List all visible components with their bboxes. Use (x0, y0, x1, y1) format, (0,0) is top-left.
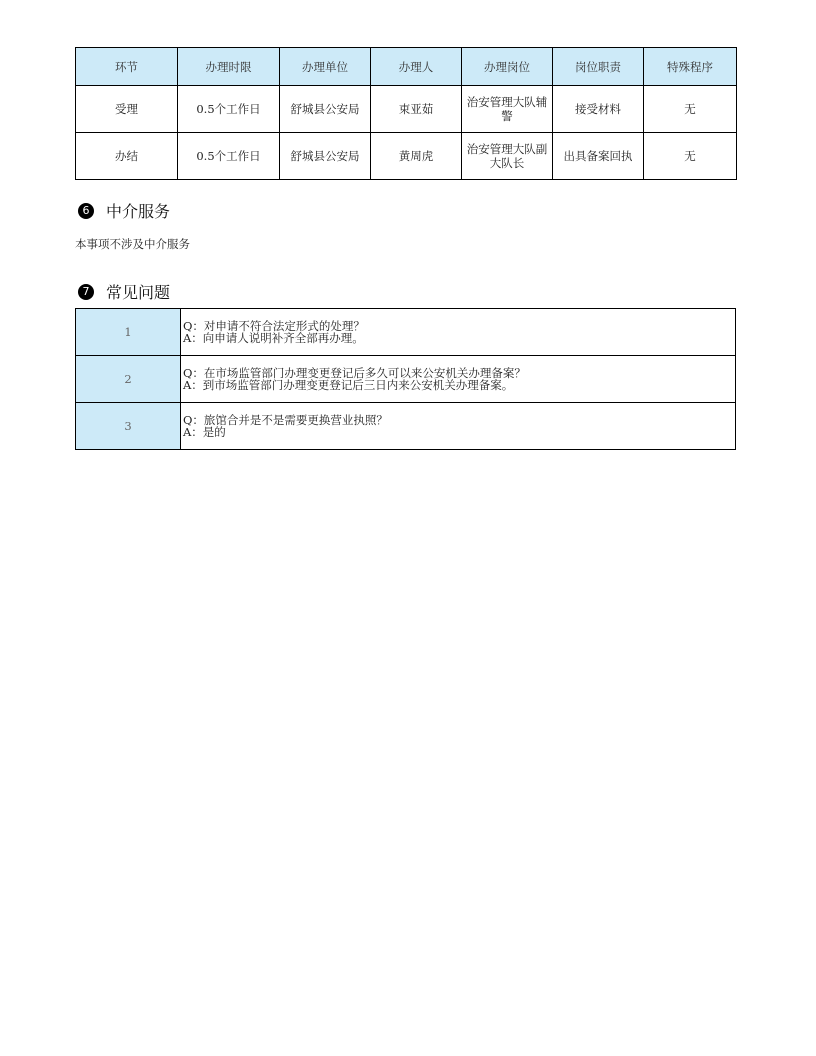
faq-answer: A：是的 (183, 425, 226, 439)
faq-question: Q：旅馆合并是不是需要更换营业执照？ (183, 413, 388, 427)
process-table (75, 47, 737, 180)
header-cell-post: 办理岗位 (462, 48, 553, 86)
faq-row (76, 403, 736, 450)
faq-table (75, 308, 736, 450)
table-cell: 舒城县公安局 (280, 86, 371, 133)
faq-row (76, 356, 736, 403)
faq-question: Q：对申请不符合法定形式的处理？ (183, 319, 365, 333)
table-cell: 舒城县公安局 (280, 133, 371, 180)
faq-index: 3 (76, 403, 181, 450)
table-cell: 无 (644, 86, 737, 133)
table-cell: 治安管理大队副大队长 (462, 133, 553, 180)
header-cell-stage: 环节 (76, 48, 178, 86)
faq-question: Q：在市场监管部门办理变更登记后多久可以来公安机关办理备案？ (183, 366, 526, 380)
table-cell: 束亚茹 (371, 86, 462, 133)
faq-content (181, 403, 736, 450)
faq-content (181, 356, 736, 403)
process-table-header-row (76, 48, 737, 86)
header-cell-time-limit: 办理时限 (178, 48, 280, 86)
section-number-badge: 7 (78, 284, 94, 300)
faq-index: 1 (76, 309, 181, 356)
faq-content (181, 309, 736, 356)
header-cell-duty: 岗位职责 (553, 48, 644, 86)
section-title: 常见问题 (106, 283, 171, 302)
table-cell: 接受材料 (553, 86, 644, 133)
section-heading-faq (78, 280, 170, 303)
table-row (76, 133, 737, 180)
table-cell: 0.5个工作日 (178, 86, 280, 133)
table-cell: 治安管理大队辅警 (462, 86, 553, 133)
header-cell-special: 特殊程序 (644, 48, 737, 86)
faq-row (76, 309, 736, 356)
header-cell-handler: 办理人 (371, 48, 462, 86)
table-cell: 出具备案回执 (553, 133, 644, 180)
table-cell: 受理 (76, 86, 178, 133)
header-cell-unit: 办理单位 (280, 48, 371, 86)
table-row (76, 86, 737, 133)
faq-index: 2 (76, 356, 181, 403)
table-cell: 0.5个工作日 (178, 133, 280, 180)
section-title: 中介服务 (106, 202, 171, 221)
section-number-badge: 6 (78, 203, 94, 219)
faq-answer: A：向申请人说明补齐全部再办理。 (183, 331, 364, 345)
table-cell: 黄周虎 (371, 133, 462, 180)
section-heading-intermediary (78, 199, 170, 222)
table-cell: 办结 (76, 133, 178, 180)
table-cell: 无 (644, 133, 737, 180)
faq-answer: A：到市场监管部门办理变更登记后三日内来公安机关办理备案。 (183, 378, 514, 392)
intermediary-text: 本事项不涉及中介服务 (75, 237, 190, 251)
